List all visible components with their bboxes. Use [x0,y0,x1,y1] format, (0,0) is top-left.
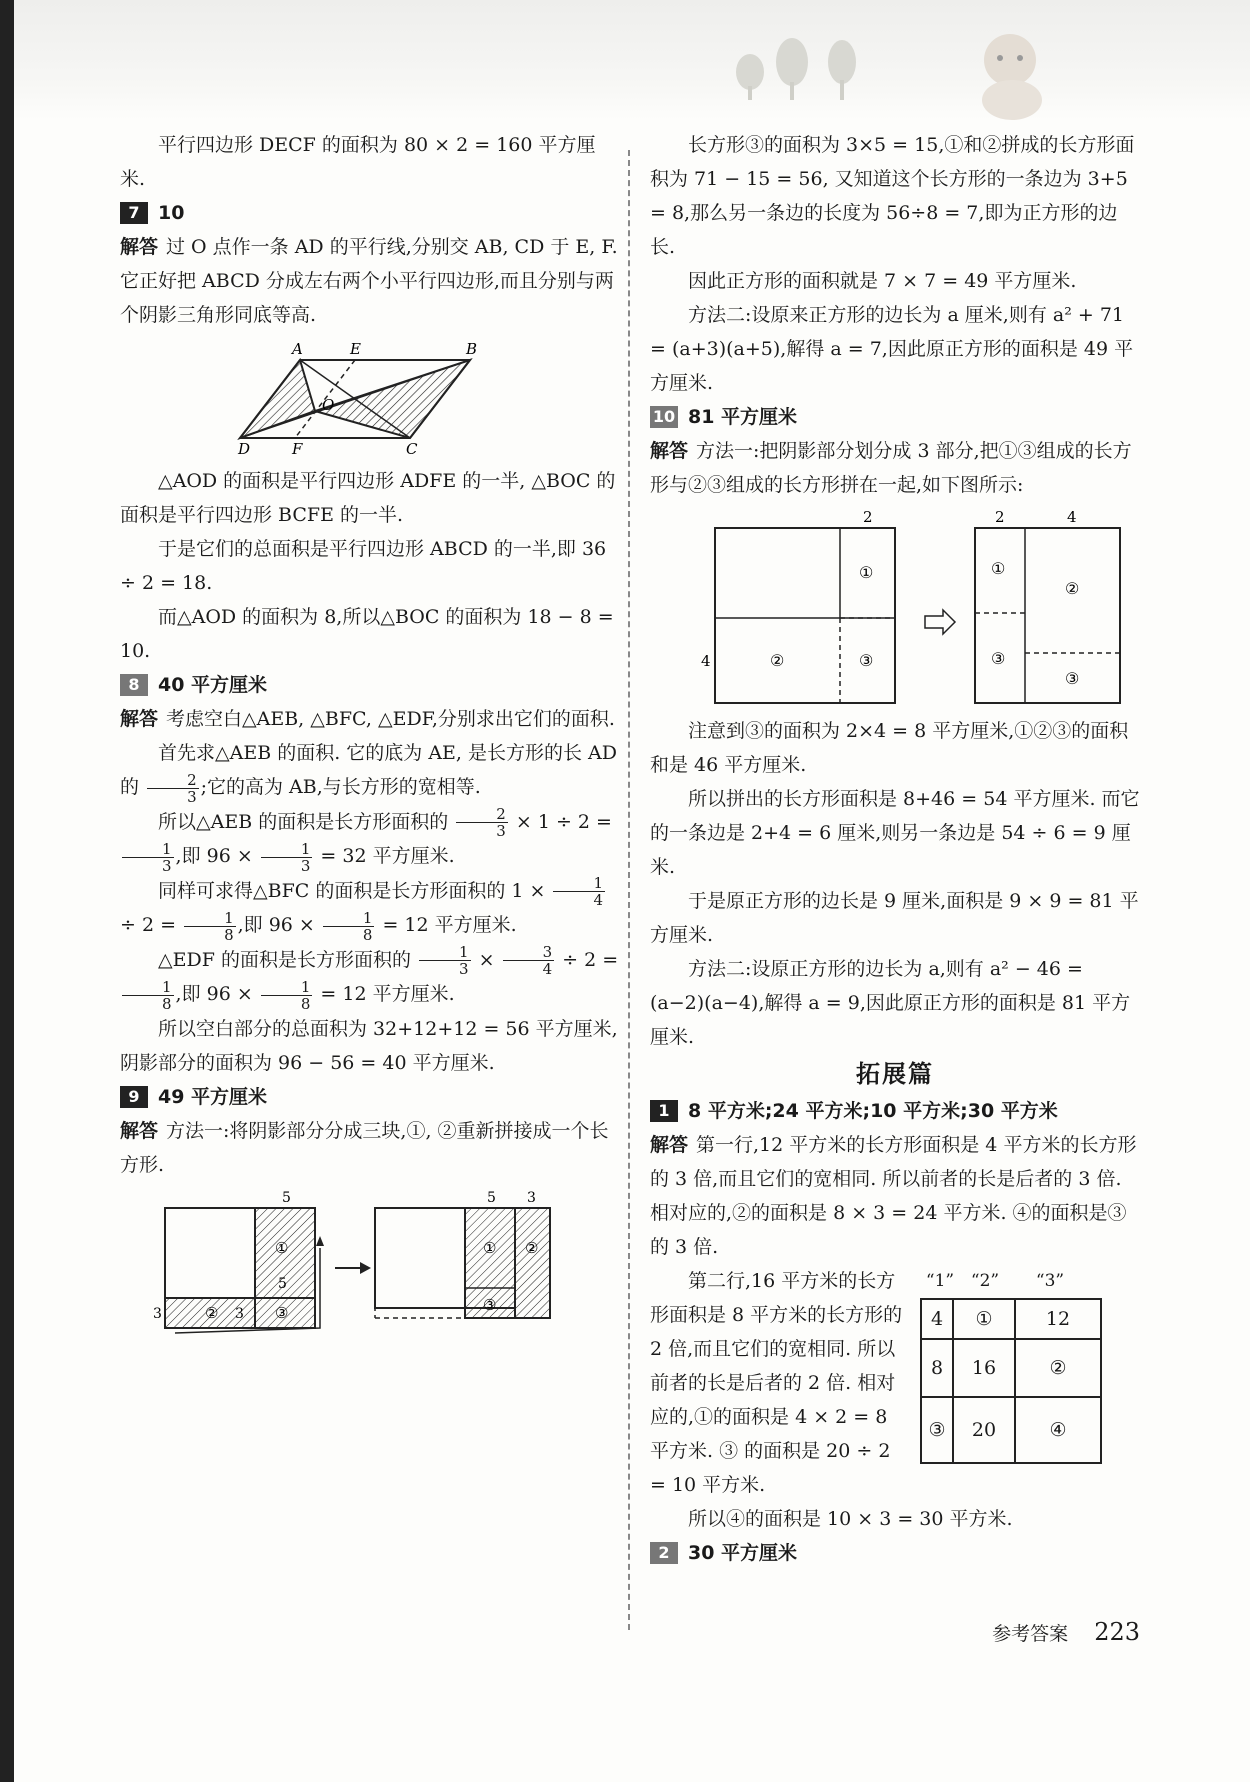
q7-text2: △AOD 的面积是平行四边形 ADFE 的一半, △BOC 的面积是平行四边形 BCFE 的一半. [120,470,616,526]
table-cell: 16 [953,1339,1015,1397]
fig-label: ② [205,1303,219,1322]
text-run: 所以△AEB 的面积是长方形面积的 [158,810,449,833]
solution-label: 解答 [650,1134,689,1156]
q7-solution [120,230,620,332]
question-number: 9 [120,1086,148,1108]
denominator: 8 [300,994,311,1013]
numerator: 3 [503,944,555,961]
fig-label: ① [275,1238,289,1257]
denominator: 3 [496,822,506,840]
question-number: 8 [120,674,148,696]
fig-label: ① [483,1238,497,1257]
text-run: ,即 96 × [237,914,315,936]
denominator: 8 [224,925,234,944]
denominator: 8 [162,994,172,1013]
numerator: 2 [456,806,508,823]
numerator: 1 [261,979,313,996]
text-run: 首先求△AEB 的面积. 它的底为 AE, 是长方形的长 AD 的 [120,742,617,798]
e1-text2: 第二行,16 平方米的长方形面积是 8 平方米的长方形的 2 倍,而且它们的宽相同. 所以前者的长是后者的 2 倍. 相对应的,①的面积是 4 × 2 = 8 平方米. ③ 的面积是 20 ÷ 2 = 10 平方米. [650,1270,903,1496]
fraction [122,979,174,1012]
shaded-piece-2 [515,1208,550,1318]
question-10-header [650,400,1140,434]
denominator: 8 [362,925,373,944]
fig-label: 4 [701,652,711,670]
denominator: 3 [300,856,311,875]
extension-1-header [650,1094,1140,1128]
numerator: 2 [147,772,199,789]
numerator: 1 [419,944,471,961]
q10-text2: 注意到③的面积为 2×4 = 8 平方厘米,①②③的面积和是 46 平方厘米. [650,720,1129,776]
fig-label: F [292,440,303,458]
fig-label: D [238,440,251,458]
numerator: 1 [122,979,174,996]
question-answer: 8 平方米;24 平方米;10 平方米;30 平方米 [688,1100,1058,1122]
text-run: = 12 平方厘米. [320,983,455,1005]
table-cell: 20 [953,1397,1015,1463]
numerator: 1 [261,841,313,858]
numerator: 1 [553,875,605,892]
denominator: 3 [459,960,469,978]
e1-text-with-table [650,1264,1140,1502]
fig-label: ③ [483,1295,497,1314]
fig-label: 5 [487,1189,496,1206]
e1-text3: 所以④的面积是 10 × 3 = 30 平方米. [688,1508,1013,1530]
left-column [120,128,620,1344]
q8-text1: 考虑空白△AEB, △BFC, △EDF,分别求出它们的面积. [166,708,615,730]
table-col-header: “1” [925,1271,955,1291]
page-number: 223 [1094,1618,1140,1646]
fig-label: ① [991,559,1006,578]
fig-label: ② [1065,579,1080,598]
q10-text1: 方法一:把阴影部分划分成 3 部分,把①③组成的长方形与②③组成的长方形拼在一起,如下图所示: [650,440,1132,496]
text-run: = 12 平方厘米. [382,914,517,936]
question-answer: 81 平方厘米 [688,406,798,428]
q10-figure [675,508,1115,708]
section-title: 拓展篇 [856,1060,934,1088]
table-cell: ④ [1015,1397,1101,1463]
question-8-header [120,668,620,702]
solution-label: 解答 [120,236,159,258]
fig-label: 5 [282,1189,291,1206]
denominator: 3 [162,856,172,875]
q10-text5: 方法二:设原正方形的边长为 a,则有 a² − 46 = (a−2)(a−4),解得 a = 9,因此原正方形的面积是 81 平方厘米. [650,958,1131,1048]
fraction [261,979,313,1012]
question-answer: 30 平方厘米 [688,1542,798,1564]
fig-label: O [322,396,335,414]
q9-cont-text2: 因此正方形的面积就是 7 × 7 = 49 平方厘米. [688,270,1077,292]
q8-text3 [120,805,620,874]
q9-solution [120,1114,620,1182]
fig-label: 5 [278,1275,287,1292]
q10-text3: 所以拼出的长方形面积是 8+46 = 54 平方厘米. 而它的一条边是 2+4 = 6 厘米,则另一条边是 54 ÷ 6 = 9 厘米. [650,788,1140,878]
fig-label: A [292,340,303,358]
question-answer: 40 平方厘米 [158,674,268,696]
q9-cont-text3: 方法二:设原来正方形的边长为 a 厘米,则有 a² + 71 = (a+3)(a+5),解得 a = 7,因此原正方形的面积是 49 平方厘米. [650,304,1134,394]
fig-label: ③ [1065,669,1080,688]
area-table [920,1298,1102,1464]
q10-solution [650,434,1140,502]
question-answer: 10 [158,202,185,224]
text-run: ÷ 2 = [120,914,177,936]
text-run: × [478,948,495,971]
q8-text2 [120,736,620,805]
table-header [920,1264,1102,1298]
text-run: ,即 96 × [175,845,253,867]
fig-label: C [406,440,418,458]
text-run: △EDF 的面积是长方形面积的 [158,948,411,971]
table-cell: ② [1015,1339,1101,1397]
q8-text4 [120,874,620,943]
fig-label: 2 [863,508,873,526]
text-run: = 32 平方厘米. [320,845,455,867]
footer-label: 参考答案 [992,1623,1069,1645]
fig-label: ② [525,1238,539,1257]
numerator: 1 [184,910,236,927]
square-rearrange-figure [135,1188,605,1338]
fig-label: ② [770,651,785,670]
question-answer: 49 平方厘米 [158,1085,268,1108]
e1-solution [650,1128,1140,1264]
q9-cont-text1: 长方形③的面积为 3×5 = 15,①和②拼成的长方形面积为 71 − 15 = 56, 又知道这个长方形的一条边为 3+5 = 8,那么另一条边的长度为 56÷8 = 7,即为正方形的边长. [650,134,1135,258]
extension-2-header [650,1536,1140,1570]
fig-label: 3 [527,1189,536,1206]
q8-text6: 所以空白部分的总面积为 32+12+12 = 56 平方厘米,阴影部分的面积为 96 − 56 = 40 平方厘米. [120,1017,618,1074]
table-cell: ③ [921,1397,953,1463]
solution-label: 解答 [650,440,689,462]
question-9-header [120,1080,620,1114]
fig-label: B [466,340,478,358]
e1-text1: 第一行,12 平方米的长方形面积是 4 平方米的长方形的 3 倍,而且它们的宽相同. 所以前者的长是后者的 3 倍. 相对应的,②的面积是 8 × 3 = 24 平方米. ④的面积是③的 3 倍. [650,1134,1137,1258]
q9-text1: 方法一:将阴影部分分成三块,①, ②重新拼接成一个长方形. [120,1119,609,1176]
fraction [419,944,471,977]
text-run: ÷ 2 = [562,948,619,971]
fig-label: 4 [1067,508,1077,526]
fraction [122,841,174,874]
table-cell: ① [953,1299,1015,1339]
fraction [323,910,375,943]
solution-label: 解答 [120,1119,159,1142]
question-number: 2 [650,1542,678,1564]
fig-label: 2 [995,508,1005,526]
q10-text4: 于是原正方形的边长是 9 厘米,面积是 9 × 9 = 81 平方厘米. [650,890,1139,946]
q7-text3: 于是它们的总面积是平行四边形 ABCD 的一半,即 36 ÷ 2 = 18. [120,538,607,594]
fig-label: ③ [275,1303,289,1322]
table-col-header: “2” [970,1271,1000,1291]
column-divider [628,150,630,1630]
table-cell: 8 [921,1339,953,1397]
fig-label: ③ [859,651,874,670]
parallelogram-figure [240,338,500,458]
intro-text: 平行四边形 DECF 的面积为 80 × 2 = 160 平方厘米. [120,134,596,190]
table-row [921,1339,1101,1397]
text-run: 同样可求得△BFC 的面积是长方形面积的 1 × [158,879,546,902]
q7-text4: 而△AOD 的面积为 8,所以△BOC 的面积为 18 − 8 = 10. [120,606,614,662]
right-column [650,128,1140,1570]
fig-label: 3 [153,1305,162,1322]
question-number: 7 [120,202,148,224]
denominator: 3 [187,787,197,806]
fig-label: E [350,340,361,358]
header-decoration [0,0,1250,120]
fig-label: 3 [235,1305,244,1322]
question-number: 10 [650,406,678,428]
numerator: 1 [323,910,375,927]
text-run: ,即 96 × [175,983,253,1005]
fraction [503,944,555,977]
table-col-header: “3” [1035,1271,1065,1291]
question-number: 1 [650,1100,678,1122]
solution-label: 解答 [120,708,159,730]
table-cell: 4 [921,1299,953,1339]
denominator: 4 [593,891,604,909]
text-run: × 1 ÷ 2 = [515,810,612,833]
fig-label: ① [859,563,874,582]
fraction [261,841,313,874]
area-table-wrap [920,1264,1102,1502]
table-cell: 12 [1015,1299,1101,1339]
page-footer [992,1618,1140,1646]
fraction [553,875,605,908]
denominator: 4 [542,960,553,978]
q8-solution [120,702,620,736]
table-row [921,1299,1101,1339]
page-edge [0,0,14,1782]
q8-text5 [120,943,620,1012]
fraction [147,772,199,805]
header-band [0,0,1250,120]
question-7-header [120,196,620,230]
fraction [184,910,236,943]
table-row [921,1397,1101,1463]
q7-text1: 过 O 点作一条 AD 的平行线,分别交 AB, CD 于 E, F. 它正好把 ABCD 分成左右两个小平行四边形,而且分别与两个阴影三角形同底等高. [120,236,618,326]
numerator: 1 [122,841,174,858]
fraction [456,806,508,839]
fig-label: ③ [991,649,1006,668]
text-run: ;它的高为 AB,与长方形的宽相等. [200,776,481,798]
